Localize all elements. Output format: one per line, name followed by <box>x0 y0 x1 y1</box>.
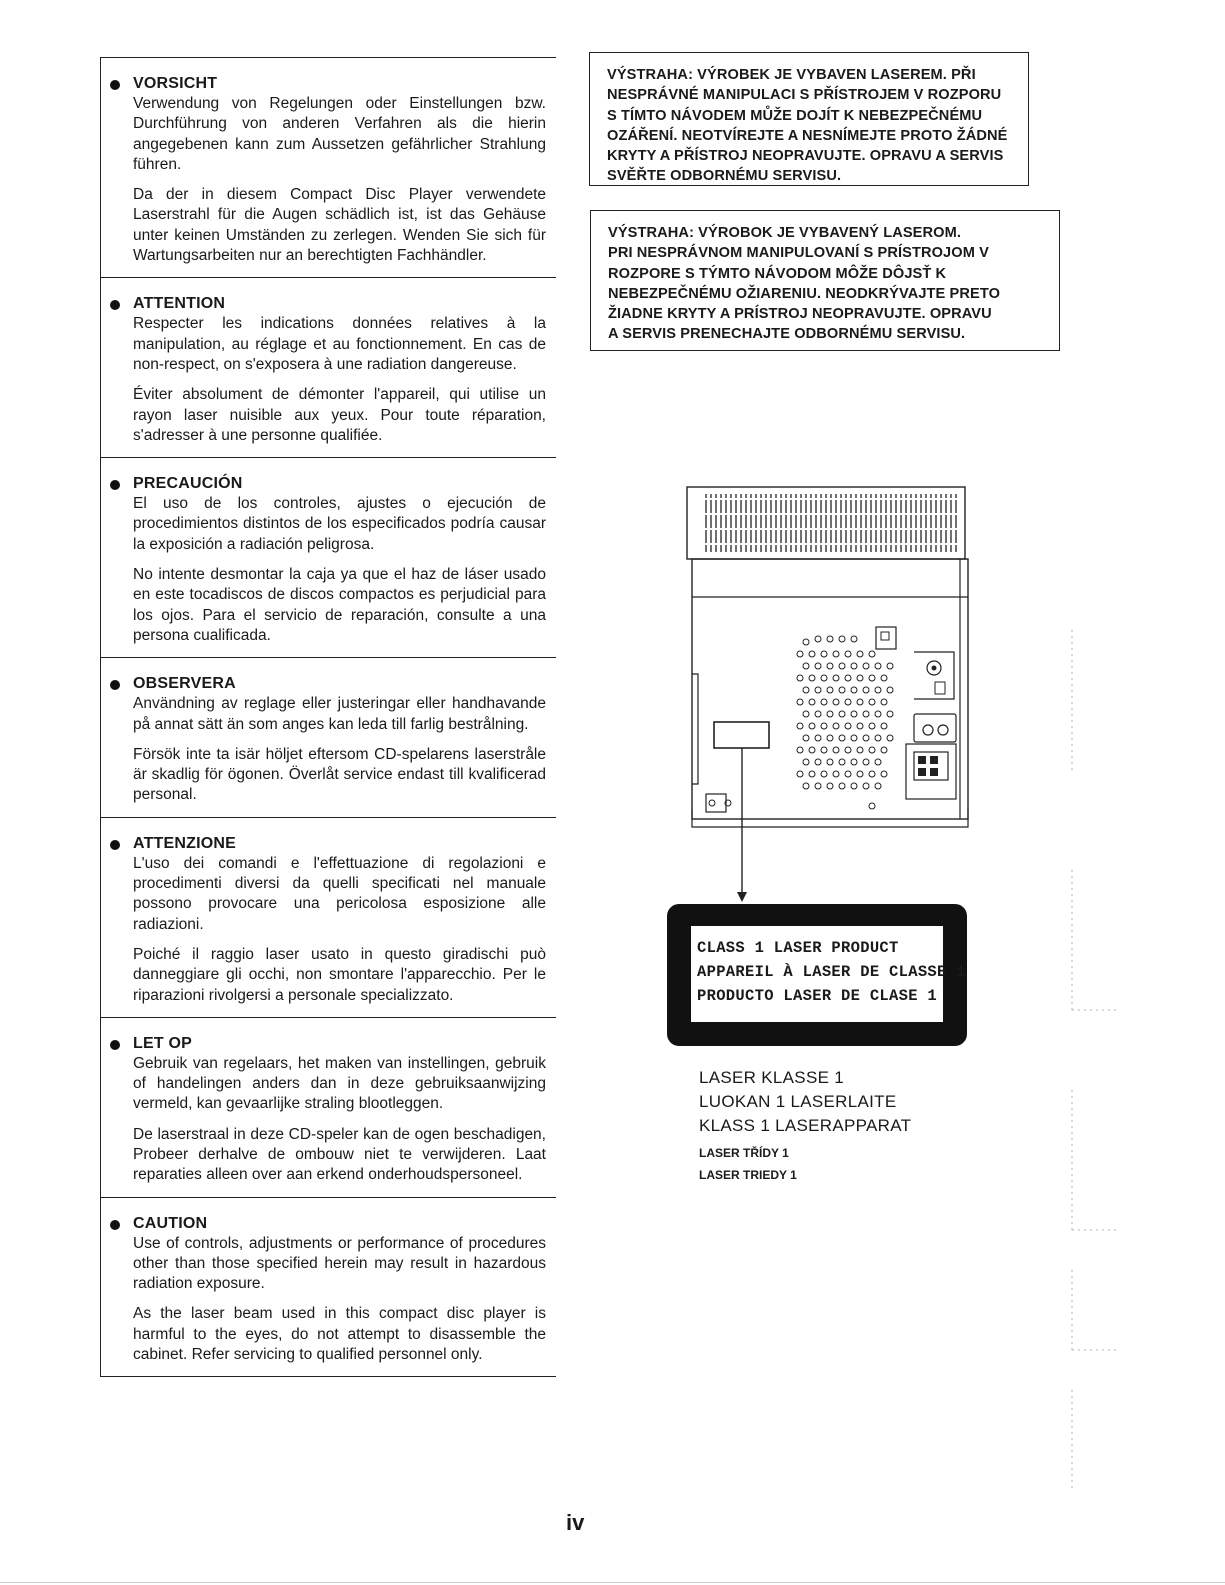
section-title: ATTENTION <box>133 295 226 313</box>
page-bottom-edge <box>0 1582 1225 1583</box>
section-title: ATTENZIONE <box>133 834 237 852</box>
bullet-icon <box>110 300 120 310</box>
class-line: KLASS 1 LASERAPPARAT <box>699 1116 912 1135</box>
section-title: OBSERVERA <box>133 675 236 693</box>
section-paragraph: Da der in diesem Compact Disc Player verwendete Laserstrahl für die Augen schädlich ist, ist das Gehäuse unter keinen Umständen zu zerlegen. Wenden Sie sich für Wartungsarbeiten nur an berechtigten Fachhändler. <box>133 186 546 265</box>
section-paragraph: El uso de los controles, ajustes o ejecución de procedimientos distintos de los especificados podría causar la exposición a radiación peligrosa. <box>133 495 546 553</box>
label-line: PRODUCTO LASER DE CLASE 1 <box>697 987 938 1005</box>
warning-section-italian <box>101 818 556 1018</box>
laser-label-text <box>691 926 966 1022</box>
warning-section-dutch <box>101 1018 556 1198</box>
vent-holes <box>797 636 893 789</box>
section-paragraph: As the laser beam used in this compact disc player is harmful to the eyes, do not attempt to disassemble the cabinet. Refer servicing to qualified personnel only. <box>133 1305 546 1364</box>
section-title: LET OP <box>133 1034 192 1052</box>
warning-line: ŽIADNE KRYTY A PRÍSTROJ NEOPRAVUJTE. OPRAVU <box>608 306 992 323</box>
section-paragraph: No intente desmontar la caja ya que el haz de láser usado en este tocadiscos de discos compactos es perjudicial para los ojos. Para el servicio de reparación, consulte a una persona cualificada. <box>133 566 546 644</box>
audio-output-jacks <box>914 714 956 742</box>
section-paragraph: Försök inte ta isär höljet eftersom CD-spelarens laserstråle är skadlig för ögonen. Överlåt service endast till kvalificerad personal. <box>133 745 546 804</box>
warning-line: KRYTY A PŘÍSTROJ NEOPRAVUJTE. OPRAVU A SERVIS <box>607 148 1004 165</box>
laser-label-location <box>714 722 769 748</box>
section-paragraph: De laserstraal in deze CD-speler kan de ogen beschadigen, Probeer derhalve de ombouw niet te verwijderen. Laat reparaties alleen over aan erkend onderhoudspersoneel. <box>133 1125 546 1184</box>
label-line: APPAREIL À LASER DE CLASSE 1 <box>697 963 966 981</box>
warning-box-slovak <box>590 210 1060 351</box>
section-paragraph: L'uso dei comandi e l'effettuazione di regolazioni e procedimenti diversi da quelli specificati nel manuale possono provocare una pericolosa esposizione alle radiazioni. <box>133 854 546 933</box>
laser-product-label <box>667 904 967 1046</box>
warning-line: A SERVIS PRENECHAJTE ODBORNÉMU SERVISU. <box>608 326 966 343</box>
warning-line: OZÁŘENÍ. NEOTVÍREJTE A NESNÍMEJTE PROTO ŽÁDNÉ <box>607 127 1008 144</box>
warning-section-english <box>101 1198 556 1377</box>
section-title: PRECAUCIÓN <box>133 475 243 493</box>
warning-line: PRI NESPRÁVNOM MANIPULOVANÍ S PRÍSTROJOM V <box>608 245 989 262</box>
warning-section-french <box>101 278 556 458</box>
section-title: VORSICHT <box>133 75 218 92</box>
class-line: LASER TRIEDY 1 <box>699 1168 797 1182</box>
bullet-icon <box>110 1040 120 1050</box>
section-paragraph: Verwendung von Regelungen oder Einstellungen bzw. Durchführung von anderen Verfahren als die hierin angegebenen kann zum Aussetzen gefährlicher Strahlung führen. <box>133 95 546 173</box>
class-line: LASER TŘÍDY 1 <box>699 1146 789 1160</box>
warning-line: NESPRÁVNÉ MANIPULACI S PŘÍSTROJEM V ROZPORU <box>607 87 1002 104</box>
warning-line: VÝSTRAHA: VÝROBOK JE VYBAVENÝ LASEROM. <box>608 225 962 241</box>
warning-box-czech <box>589 52 1029 186</box>
section-paragraph: Användning av reglage eller justeringar eller handhavande på annat sätt än som anges kan leda till farlig bestrålning. <box>133 695 546 733</box>
heat-sink-fins <box>702 494 958 552</box>
section-paragraph: Gebruik van regelaars, het maken van instellingen, gebruik of handelingen anders dan in deze gebruiksaanwijzing vermeld, kan gevaarlijke straling blootleggen. <box>133 1054 546 1113</box>
class-line: LASER KLASSE 1 <box>699 1068 844 1087</box>
section-title: CAUTION <box>133 1214 208 1232</box>
warning-section-swedish <box>101 658 556 817</box>
class-line: LUOKAN 1 LASERLAITE <box>699 1092 897 1111</box>
bullet-icon <box>110 1220 120 1230</box>
bullet-icon <box>110 80 120 90</box>
label-line: CLASS 1 LASER PRODUCT <box>697 939 899 957</box>
warning-line: NEBEZPEČNÉMU OŽIARENIU. NEODKRÝVAJTE PRETO <box>608 285 1001 302</box>
warning-line: ROZPORE S TÝMTO NÁVODOM MÔŽE DÔJSŤ K <box>608 265 947 282</box>
section-paragraph: Respecter les indications données relatives à la manipulation, au réglage et au fonctionnement. En cas de non-respect, on s'exposera à une radiation dangereuse. <box>133 315 546 373</box>
section-paragraph: Éviter absolument de démonter l'appareil, qui utilise un rayon laser nuisible aux yeux. Pour toute réparation, s'adresser à une personne qualifiée. <box>133 386 546 444</box>
laser-class-list <box>699 1066 911 1186</box>
warning-section-german <box>101 58 556 278</box>
scan-margin-marks <box>1060 590 1130 1510</box>
bullet-icon <box>110 840 120 850</box>
warning-line: S TÍMTO NÁVODEM MŮŽE DOJÍT K NEBEZPEČNÉMU <box>607 107 983 124</box>
warnings-column <box>100 57 556 1377</box>
page-number: iv <box>566 1510 585 1535</box>
section-paragraph: Use of controls, adjustments or performance of procedures other than those specified herein may result in hazardous radiation exposure. <box>133 1234 546 1293</box>
warning-section-spanish <box>101 458 556 658</box>
bullet-icon <box>110 680 120 690</box>
warning-line: SVĚŘTE ODBORNÉMU SERVISU. <box>607 168 842 185</box>
warning-line: VÝSTRAHA: VÝROBEK JE VYBAVEN LASEREM. PŘI <box>607 67 976 83</box>
section-paragraph: Poiché il raggio laser usato in questo giradischi può danneggiare gli occhi, non smontare l'apparecchio. Per le riparazioni rivolgersi a personale specializzato. <box>133 945 546 1004</box>
bullet-icon <box>110 480 120 490</box>
small-jack <box>876 627 896 649</box>
